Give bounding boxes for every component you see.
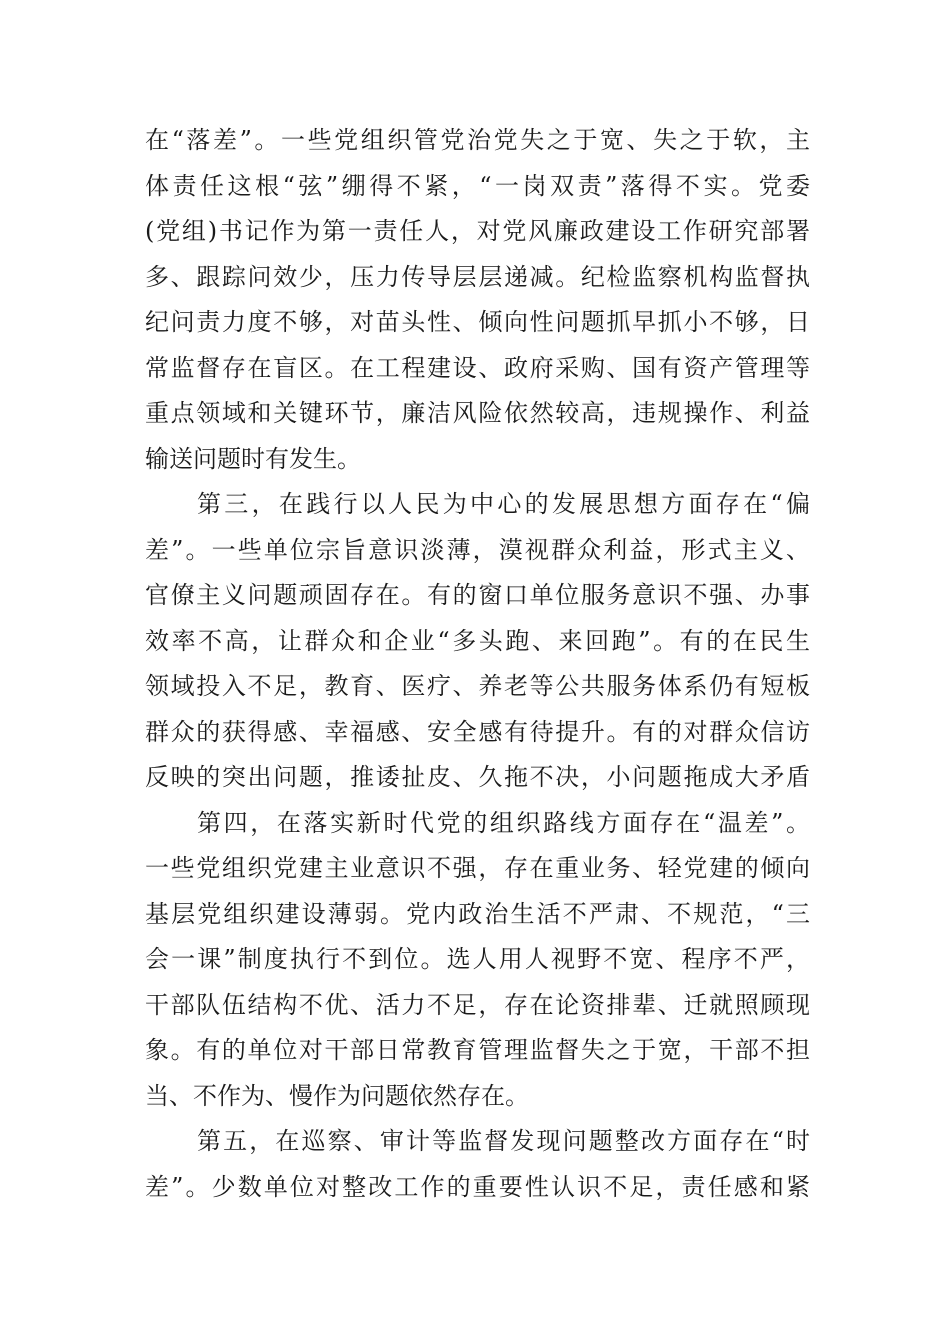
text-line: 输送问题时有发生。: [145, 444, 361, 473]
paragraph-first-line: 第四，在落实新时代党的组织路线方面存在“温差”。: [197, 808, 810, 837]
text-line: 纪问责力度不够，对苗头性、倾向性问题抓早抓小不够，日: [145, 308, 810, 336]
text-line: 多、跟踪问效少，压力传导层层递减。纪检监察机构监督执: [145, 262, 810, 291]
paragraph-first-line: 第五，在巡察、审计等监督发现问题整改方面存在“时: [197, 1127, 810, 1155]
text-line: 效率不高，让群众和企业“多头跑、来回跑”。有的在民生: [145, 626, 810, 655]
text-line: 一些党组织党建主业意识不强，存在重业务、轻党建的倾向: [145, 854, 810, 882]
text-line: 象。有的单位对干部日常教育管理监督失之于宽，干部不担: [145, 1036, 810, 1064]
text-line: 干部队伍结构不优、活力不足，存在论资排辈、迁就照顾现: [145, 990, 810, 1019]
text-line: 体责任这根“弦”绷得不紧，“一岗双责”落得不实。党委: [145, 171, 810, 200]
text-line: 官僚主义问题顽固存在。有的窗口单位服务意识不强、办事: [145, 581, 810, 609]
text-line: 差”。一些单位宗旨意识淡薄，漠视群众利益，形式主义、: [145, 535, 810, 564]
text-line: 领域投入不足，教育、医疗、养老等公共服务体系仍有短板: [145, 672, 810, 700]
text-line: 在“落差”。一些党组织管党治党失之于宽、失之于软，主: [145, 126, 810, 154]
paragraph-first-line: 第三，在践行以人民为中心的发展思想方面存在“偏: [197, 490, 810, 518]
text-line: 基层党组织建设薄弱。党内政治生活不严肃、不规范，“三: [145, 899, 810, 928]
text-line: 群众的获得感、幸福感、安全感有待提升。有的对群众信访: [145, 717, 810, 746]
text-line: 会一课”制度执行不到位。选人用人视野不宽、程序不严，: [145, 945, 810, 973]
text-line: 重点领域和关键环节，廉洁风险依然较高，违规操作、利益: [145, 399, 810, 427]
text-line: 差”。少数单位对整改工作的重要性认识不足，责任感和紧: [145, 1172, 810, 1201]
text-line: 当、不作为、慢作为问题依然存在。: [145, 1081, 529, 1110]
body-text: [145, 118, 810, 1210]
text-line: 常监督存在盲区。在工程建设、政府采购、国有资产管理等: [145, 353, 810, 382]
text-line: 反映的突出问题，推诿扯皮、久拖不决，小问题拖成大矛盾: [145, 763, 810, 791]
text-line: (党组)书记作为第一责任人，对党风廉政建设工作研究部署: [145, 217, 810, 245]
